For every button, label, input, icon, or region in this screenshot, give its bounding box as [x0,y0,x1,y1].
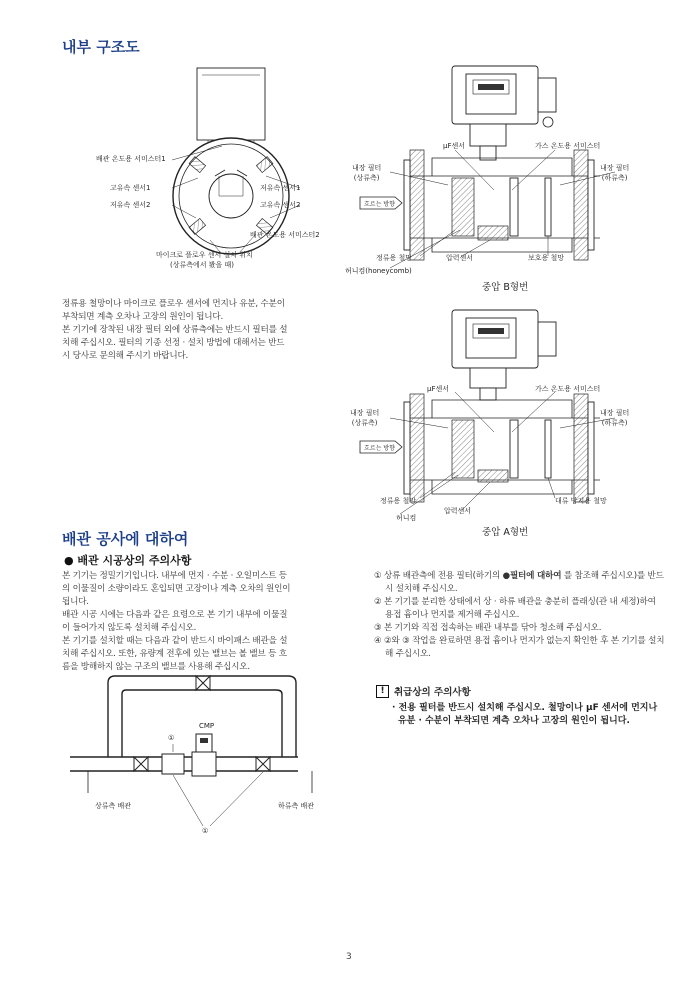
step-2-text: ② 본 기기를 분리한 상태에서 상 · 하류 배관을 충분히 플래싱(관 내 세정)하여 용접 흄이나 먼지를 제거해 주십시오. [374,597,656,620]
b-label-flow-direction: 흐르는 방향 [364,201,395,208]
para-line: 름을 방해하지 않는 구조의 밸브를 사용해 주십시오. [62,662,250,672]
para-line: 이 들어가지 않도록 설치해 주십시오. [62,623,197,633]
b-label-filter-down-1: 내장 필터 [600,164,630,172]
caution-text: · 전용 필터를 반드시 설치해 주십시오. 철망이나 μF 센서에 먼지나 유분 · 수분이 부착되면 계측 오차나 고장의 원인이 됩니다. [392,703,658,726]
step-1-text: ① 상류 배관측에 전용 필터(하기의 [374,571,503,581]
warning-icon: ! [376,685,389,698]
b-label-filter-up-1: 내장 필터 [352,164,382,172]
pipe-label-cmp: CMP [199,722,215,730]
subtitle-piping-cautions: ● 배관 시공상의 주의사항 [64,554,192,567]
para-line: 의 이물질이 소량이라도 혼입되면 고장이나 계측 오차의 원인이 [62,584,291,594]
b-caption: 중압 B형번 [482,282,529,293]
b-label-filter-down-2: (하류측) [601,174,628,182]
label-low-speed-sensor-1: 저유속 센서1 [260,184,301,192]
label-thermistor-2: 배관 온도용 서미스터2 [250,231,320,239]
label-thermistor-1: 배관 온도용 서미스터1 [96,155,166,163]
b-label-gas-thermistor: 가스 온도용 서미스터 [535,142,601,150]
b-label-filter-up-2: (상류측) [353,174,380,182]
para-line: 정류용 철망이나 마이크로 플로우 센서에 먼지나 유분, 수분이 [62,299,285,309]
step-4-text: ④ ②와 ③ 작업을 완료하면 용접 흄이나 먼지가 없는지 확인한 후 본 기기를 설치해 주십시오. [374,636,665,659]
label-micro-flow-view: (상류측에서 봤을 때) [170,261,235,269]
para-line: 시 당사로 문의해 주시기 바랍니다. [62,351,189,361]
section-title-piping: 배관 공사에 대하여 [62,530,189,548]
a-label-honeycomb: 허니컴 [396,514,417,522]
a-label-straightener: 정류용 철망 [380,497,417,505]
caution-title: 취급상의 주의사항 [394,687,471,698]
para-line: 본 기기는 정밀기기입니다. 내부에 먼지 · 수분 · 오일미스트 등 [62,571,287,581]
para-line: 됩니다. [62,597,89,607]
section-title-internal-structure: 내부 구조도 [62,38,140,56]
para-line: 치해 주십시오. 또한, 유량계 전후에 있는 밸브는 볼 밸브 등 흐 [62,649,287,659]
a-label-flow-direction: 흐르는 방향 [364,445,395,452]
b-label-honeycomb: 허니컴(honeycomb) [345,267,412,275]
label-high-speed-sensor-2: 고유속 센서2 [260,201,301,209]
para-line: 치해 주십시오. 필터의 기종 선정 · 설치 방법에 대해서는 반드 [62,338,285,348]
a-label-uf-sensor: μF센서 [427,385,450,393]
label-low-speed-sensor-2: 저유속 센서2 [110,201,151,209]
b-label-pressure-sensor: 압력센서 [446,254,474,262]
a-label-filter-down-1: 내장 필터 [600,409,630,417]
b-label-protect-mesh: 보호용 철망 [528,254,565,262]
pipe-label-filter-2: ① [202,827,209,835]
b-label-uf-sensor: μF센서 [443,142,466,150]
a-caption: 중압 A형번 [482,527,529,538]
label-high-speed-sensor-1: 고유속 센서1 [110,184,151,192]
para-line: 부착되면 계측 오차나 고장의 원인이 됩니다. [62,312,224,322]
pipe-label-filter-1: ① [168,734,175,742]
a-label-gas-thermistor: 가스 온도용 서미스터 [535,385,601,393]
b-label-straightener: 정류용 철망 [376,254,413,262]
a-label-pressure-sensor: 압력센서 [444,507,472,515]
para-line: 배관 시공 시에는 다음과 같은 요령으로 본 기기 내부에 이물질 [62,610,288,620]
step-3-text: ③ 본 기기와 직접 접속하는 배관 내부를 닦아 청소해 주십시오. [374,623,602,633]
a-label-filter-up-1: 내장 필터 [350,409,380,417]
label-micro-flow-position: 마이크로 플로우 센서 설치 위치 [156,251,253,259]
para-line: 본 기기에 장착된 내장 필터 외에 상류측에는 반드시 필터를 설 [62,325,288,335]
a-label-convection-mesh: 대류 방지용 철망 [555,497,607,505]
pipe-label-upstream: 상류측 배관 [95,802,132,810]
a-label-filter-up-2: (상류측) [351,419,378,427]
step-1-text-2: 를 참조해 주십시오)를 반드시 설치해 주십시오. [385,571,664,594]
pipe-label-downstream: 하류측 배관 [278,802,315,810]
a-label-filter-down-2: (하류측) [601,419,628,427]
para-line: 본 기기를 설치할 때는 다음과 같이 반드시 바이패스 배관을 설 [62,636,288,646]
page-number: 3 [346,952,352,962]
step-1-bold: ●필터에 대하여 [502,571,562,581]
